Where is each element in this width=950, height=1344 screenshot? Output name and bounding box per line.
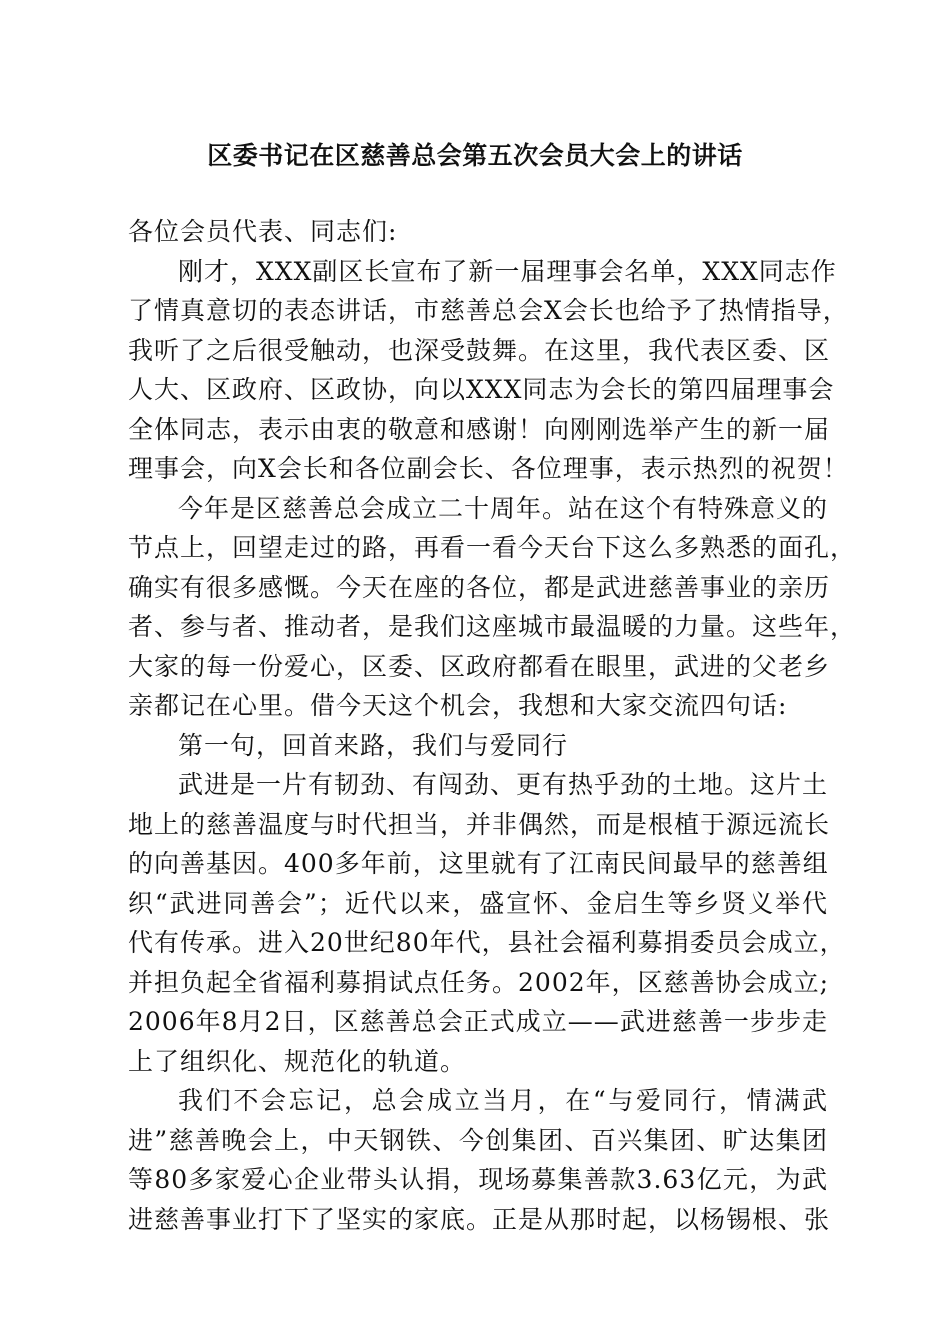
paragraph-4-line-4: 进慈善事业打下了坚实的家底。正是从那时起，以杨锡根、张	[128, 1204, 831, 1234]
paragraph-3-line-2: 地上的慈善温度与时代担当，并非偶然，而是根植于源远流长	[128, 809, 831, 839]
paragraph-1-line-2: 了情真意切的表态讲话，市慈善总会X会长也给予了热情指导，	[128, 296, 849, 325]
document-title: 区委书记在区慈善总会第五次会员大会上的讲话	[207, 141, 743, 170]
paragraph-2-line-5: 大家的每一份爱心，区委、区政府都看在眼里，武进的父老乡	[128, 651, 831, 681]
paragraph-1-line-6: 理事会，向X会长和各位副会长、各位理事，表示热烈的祝贺！	[128, 454, 849, 483]
paragraph-2-line-2: 节点上，回望走过的路，再看一看今天台下这么多熟悉的面孔，	[128, 533, 857, 562]
salutation: 各位会员代表、同志们:	[128, 217, 398, 246]
paragraph-3-line-3: 的向善基因。400多年前，这里就有了江南民间最早的慈善组	[128, 849, 829, 878]
document-body	[128, 212, 857, 1239]
paragraph-2-line-4: 者、参与者、推动者，是我们这座城市最温暖的力量。这些年，	[128, 612, 857, 641]
paragraph-3-line-4: 织“武进同善会”；近代以来，盛宣怀、金启生等乡贤义举代	[128, 888, 828, 918]
paragraph-3-line-6: 并担负起全省福利募捐试点任务。2002年，区慈善协会成立;	[128, 967, 830, 997]
paragraph-3-line-1: 武进是一片有韧劲、有闯劲、更有热乎劲的土地。这片土	[178, 770, 829, 799]
paragraph-1-line-1: 刚才，XXX副区长宣布了新一届理事会名单，XXX同志作	[178, 256, 837, 286]
paragraph-4-line-1: 我们不会忘记，总会成立当月，在“与爱同行，情满武	[178, 1086, 828, 1115]
paragraph-3-line-8: 上了组织化、规范化的轨道。	[128, 1046, 467, 1076]
paragraph-1-line-3: 我听了之后很受触动，也深受鼓舞。在这里，我代表区委、区	[128, 335, 831, 365]
paragraph-3-line-5: 代有传承。进入20世纪80年代，县社会福利募捐委员会成立，	[128, 928, 846, 957]
paragraph-4-line-2: 进”慈善晚会上，中天钢铁、今创集团、百兴集团、旷达集团	[128, 1125, 828, 1155]
paragraph-4-line-3: 等80多家爱心企业带头认捐，现场募集善款3.63亿元，为武	[128, 1165, 828, 1194]
paragraph-2-line-1: 今年是区慈善总会成立二十周年。站在这个有特殊意义的	[178, 493, 829, 523]
paragraph-2-line-3: 确实有很多感慨。今天在座的各位，都是武进慈善事业的亲历	[128, 572, 831, 602]
paragraph-1-line-5: 全体同志，表示由衷的敬意和感谢！向刚刚选举产生的新一届	[128, 414, 831, 444]
section-heading-first-point: 第一句，回首来路，我们与爱同行	[178, 730, 569, 760]
paragraph-3-line-7: 2006年8月2日，区慈善总会正式成立——武进慈善一步步走	[128, 1007, 828, 1036]
paragraph-2-line-6: 亲都记在心里。借今天这个机会，我想和大家交流四句话:	[128, 691, 788, 720]
paragraph-1-line-4: 人大、区政府、区政协，向以XXX同志为会长的第四届理事会	[128, 375, 835, 404]
